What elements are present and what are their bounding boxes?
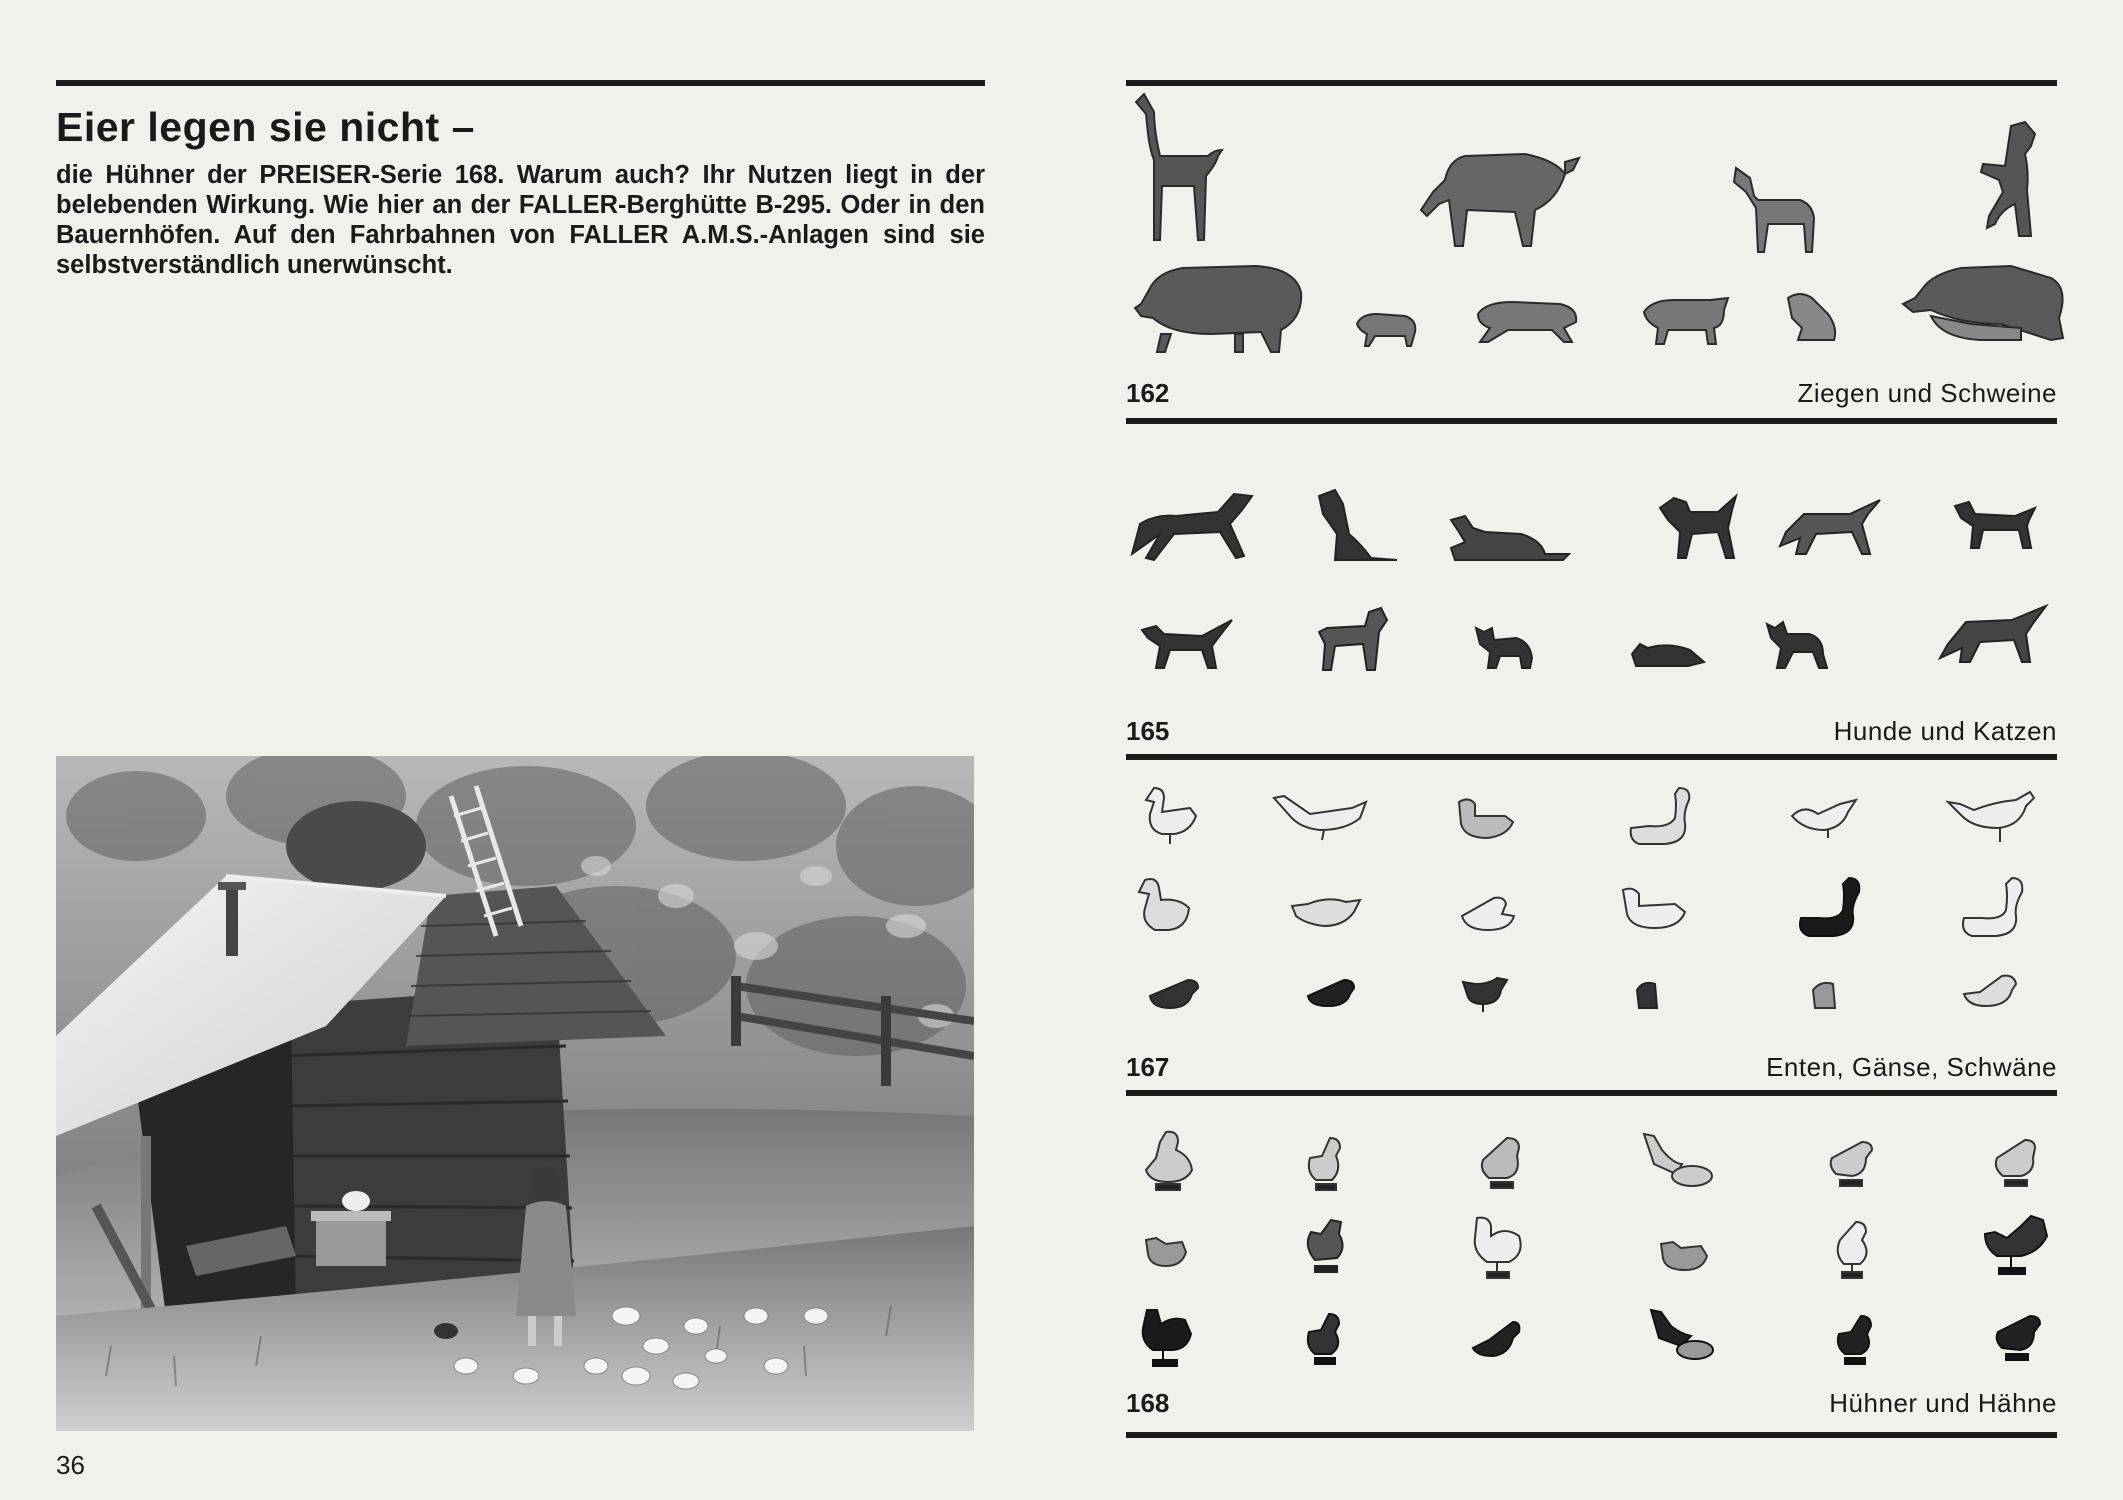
animal-row [1126,1306,2057,1376]
pig-icon [1901,258,2071,346]
rooster-icon [1981,1212,2051,1278]
swan-icon [1795,874,1867,940]
goat-icon [1120,90,1232,250]
dog-icon [1445,510,1571,564]
animal-row [1126,90,2057,250]
chicken-icon [1826,1138,1878,1192]
chicken-icon [1991,1136,2041,1192]
series-title: Ziegen und Schweine [1797,378,2057,408]
kid-goat-icon [1728,160,1820,256]
dog-icon [1138,616,1238,672]
duck-icon [1146,976,1202,1012]
cat-icon [1763,616,1833,672]
series-number: 168 [1126,1388,1170,1418]
duck-icon [1631,978,1661,1010]
piglet-icon [1468,296,1584,346]
goose-icon [1270,792,1370,842]
chicken-icon [1142,1232,1190,1272]
intro-paragraph: die Hühner der PREISER-Serie 168. Warum auch? Ihr Nutzen liegt in der belebenden Wirkung. Wie hier an der FALLER-Berghütte B-295. Oder in den Bauernhöfen. Auf den Fahrbahnen von FALLER A.M.S.-Anlagen sind sie selbstverständlich unerwünscht. [56,161,985,279]
duck-icon [1459,974,1513,1014]
chicken-icon [1469,1318,1523,1362]
animal-row [1126,1212,2057,1282]
page-number: 36 [56,1450,85,1480]
goose-icon [1140,784,1200,848]
panel-bottom-rule [1126,1432,2057,1438]
piglet-icon [1351,308,1421,350]
animal-row [1126,784,2057,850]
dog-icon [1776,494,1886,558]
animal-row [1126,1128,2057,1198]
series-title: Hunde und Katzen [1833,716,2057,746]
series-165 [1126,424,2057,754]
duck-icon [1809,978,1839,1010]
headline: Eier legen sie nicht – [56,104,475,150]
dog-icon [1126,484,1258,564]
series-title: Hühner und Hähne [1829,1388,2057,1418]
chicken-icon [1647,1306,1717,1366]
duck-icon [1619,884,1689,932]
chicken-icon [1136,1128,1200,1194]
chicken-icon [1301,1310,1347,1368]
series-title: Enten, Gänse, Schwäne [1766,1052,2057,1082]
dog-icon [1951,498,2041,552]
cat-icon [1628,638,1708,670]
goat-icon [1415,140,1585,250]
dog-icon [1936,604,2052,666]
swan-icon [1958,874,2030,940]
animal-row [1126,874,2057,940]
series-168 [1126,1096,2057,1436]
animal-row [1126,970,2057,1020]
rooster-icon [1301,1216,1351,1280]
chicken-icon [1640,1130,1716,1194]
goose-icon [1944,788,2040,846]
piglet-icon [1778,288,1842,346]
goat-icon [1969,120,2057,244]
piglet-icon [1638,294,1734,348]
duck-icon [1304,978,1360,1010]
headline-top-rule [56,80,985,86]
chicken-icon [1830,1218,1874,1280]
dog-icon [1309,604,1391,676]
series-number: 162 [1126,378,1170,408]
swan-icon [1625,784,1699,848]
animal-row [1126,604,2057,684]
rooster-icon [1137,1306,1195,1368]
cat-icon [1472,622,1536,672]
series-number: 167 [1126,1052,1170,1082]
series-167 [1126,760,2057,1090]
duck-icon [1451,794,1517,842]
chicken-icon [1477,1134,1527,1192]
chicken-icon [1469,1212,1527,1280]
duck-icon [1960,972,2024,1012]
dog-icon [1311,484,1401,564]
chicken-icon [1657,1234,1711,1274]
dog-icon [1656,488,1740,562]
series-number: 165 [1126,716,1170,746]
goose-icon [1788,796,1860,840]
hut-photo [56,756,974,1431]
chicken-icon [1831,1312,1877,1368]
goose-icon [1135,874,1197,936]
chicken-icon [1302,1134,1346,1194]
animal-row [1126,258,2057,358]
animal-row [1126,484,2057,564]
duck-icon [1458,894,1518,934]
pig-icon [1131,258,1311,354]
chicken-icon [1992,1312,2044,1366]
goose-icon [1288,890,1364,932]
series-162 [1126,86,2057,420]
